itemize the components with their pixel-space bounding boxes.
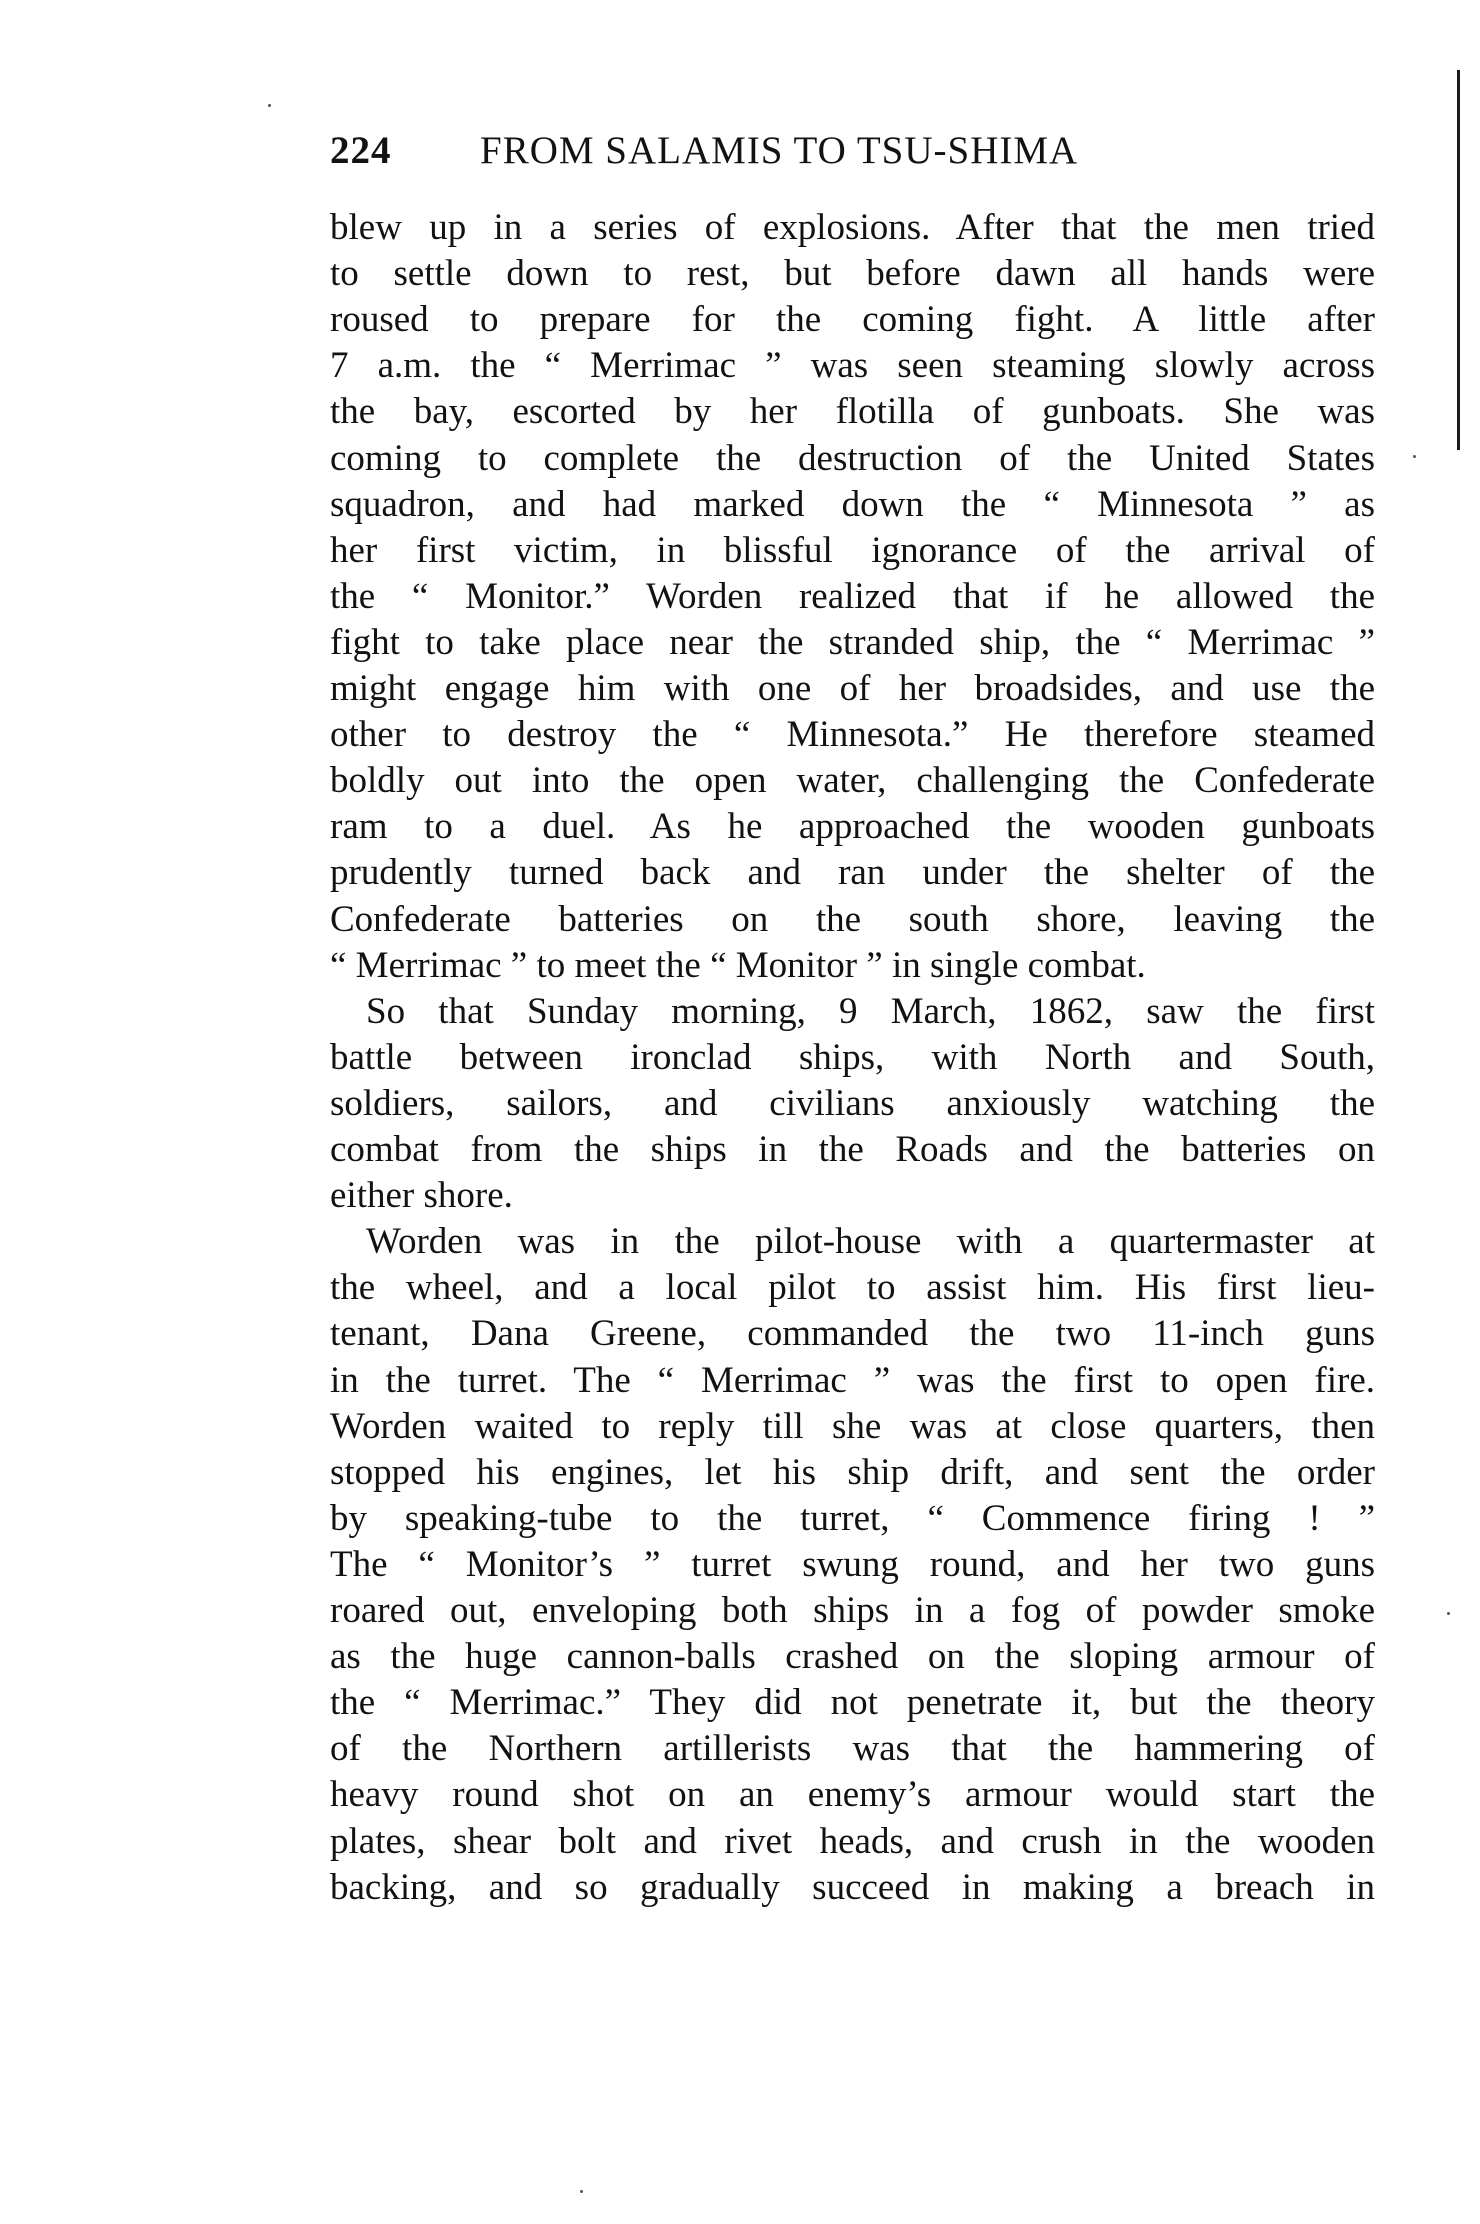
text-line: in the turret. The “ Merrimac ” was the first to open fire. <box>330 1359 1375 1401</box>
text-line: plates, shear bolt and rivet heads, and crush in the wooden <box>330 1820 1375 1862</box>
text-line: by speaking-tube to the turret, “ Commence firing ! ” <box>330 1497 1375 1539</box>
page-number: 224 <box>330 129 392 172</box>
text-line: the “ Monitor.” Worden realized that if he allowed the <box>330 575 1375 617</box>
text-line: Worden waited to reply till she was at close quarters, then <box>330 1405 1375 1447</box>
text-line: combat from the ships in the Roads and the batteries on <box>330 1129 1375 1170</box>
text-line: squadron, and had marked down the “ Minnesota ” as <box>330 483 1375 525</box>
text-line: coming to complete the destruction of the United States <box>330 437 1375 479</box>
text-line: heavy round shot on an enemy’s armour would start the <box>330 1774 1375 1816</box>
text-line: soldiers, sailors, and civilians anxiously watching the <box>330 1082 1375 1124</box>
text-line: “ Merrimac ” to meet the “ Monitor ” in single combat. <box>330 944 1146 986</box>
text-line: So that Sunday morning, 9 March, 1862, saw the first <box>366 990 1375 1032</box>
text-line: Worden was in the pilot-house with a quartermaster at <box>366 1221 1375 1263</box>
text-line: the wheel, and a local pilot to assist him. His first lieu- <box>330 1267 1375 1309</box>
text-line: as the huge cannon-balls crashed on the sloping armour of <box>330 1636 1375 1678</box>
text-line: other to destroy the “ Minnesota.” He therefore steamed <box>330 714 1375 756</box>
page-header <box>330 128 1230 178</box>
text-line: The “ Monitor’s ” turret swung round, and her two guns <box>330 1543 1375 1585</box>
text-line: might engage him with one of her broadsides, and use the <box>330 668 1375 709</box>
text-line: her first victim, in blissful ignorance of the arrival of <box>330 529 1375 571</box>
text-line: the bay, escorted by her flotilla of gunboats. She was <box>330 391 1375 433</box>
text-line: battle between ironclad ships, with North and South, <box>330 1036 1375 1078</box>
running-title: FROM SALAMIS TO TSU-SHIMA <box>480 129 1079 172</box>
scan-speck <box>268 104 271 107</box>
text-line: ram to a duel. As he approached the wooden gunboats <box>330 806 1375 848</box>
text-line: stopped his engines, let his ship drift, and sent the order <box>330 1451 1375 1493</box>
text-line: fight to take place near the stranded ship, the “ Merrimac ” <box>330 621 1375 663</box>
text-line: 7 a.m. the “ Merrimac ” was seen steaming slowly across <box>330 345 1375 387</box>
scan-speck <box>1447 1612 1450 1615</box>
text-line: roared out, enveloping both ships in a fog of powder smoke <box>330 1590 1375 1631</box>
text-line: boldly out into the open water, challenging the Confederate <box>330 760 1375 802</box>
scan-speck <box>1413 455 1416 458</box>
text-line: Confederate batteries on the south shore, leaving the <box>330 898 1375 940</box>
text-line: roused to prepare for the coming fight. A little after <box>330 299 1375 341</box>
text-line: backing, and so gradually succeed in making a breach in <box>330 1866 1375 1908</box>
text-line: blew up in a series of explosions. After that the men tried <box>330 207 1375 248</box>
scan-speck <box>580 2190 583 2193</box>
text-line: to settle down to rest, but before dawn all hands were <box>330 253 1375 295</box>
text-line: tenant, Dana Greene, commanded the two 11-inch guns <box>330 1313 1375 1355</box>
text-line: either shore. <box>330 1175 513 1217</box>
text-line: prudently turned back and ran under the shelter of the <box>330 852 1375 894</box>
text-line: the “ Merrimac.” They did not penetrate it, but the theory <box>330 1682 1375 1724</box>
text-line: of the Northern artillerists was that the hammering of <box>330 1728 1375 1770</box>
page-edge-line <box>1457 70 1460 450</box>
